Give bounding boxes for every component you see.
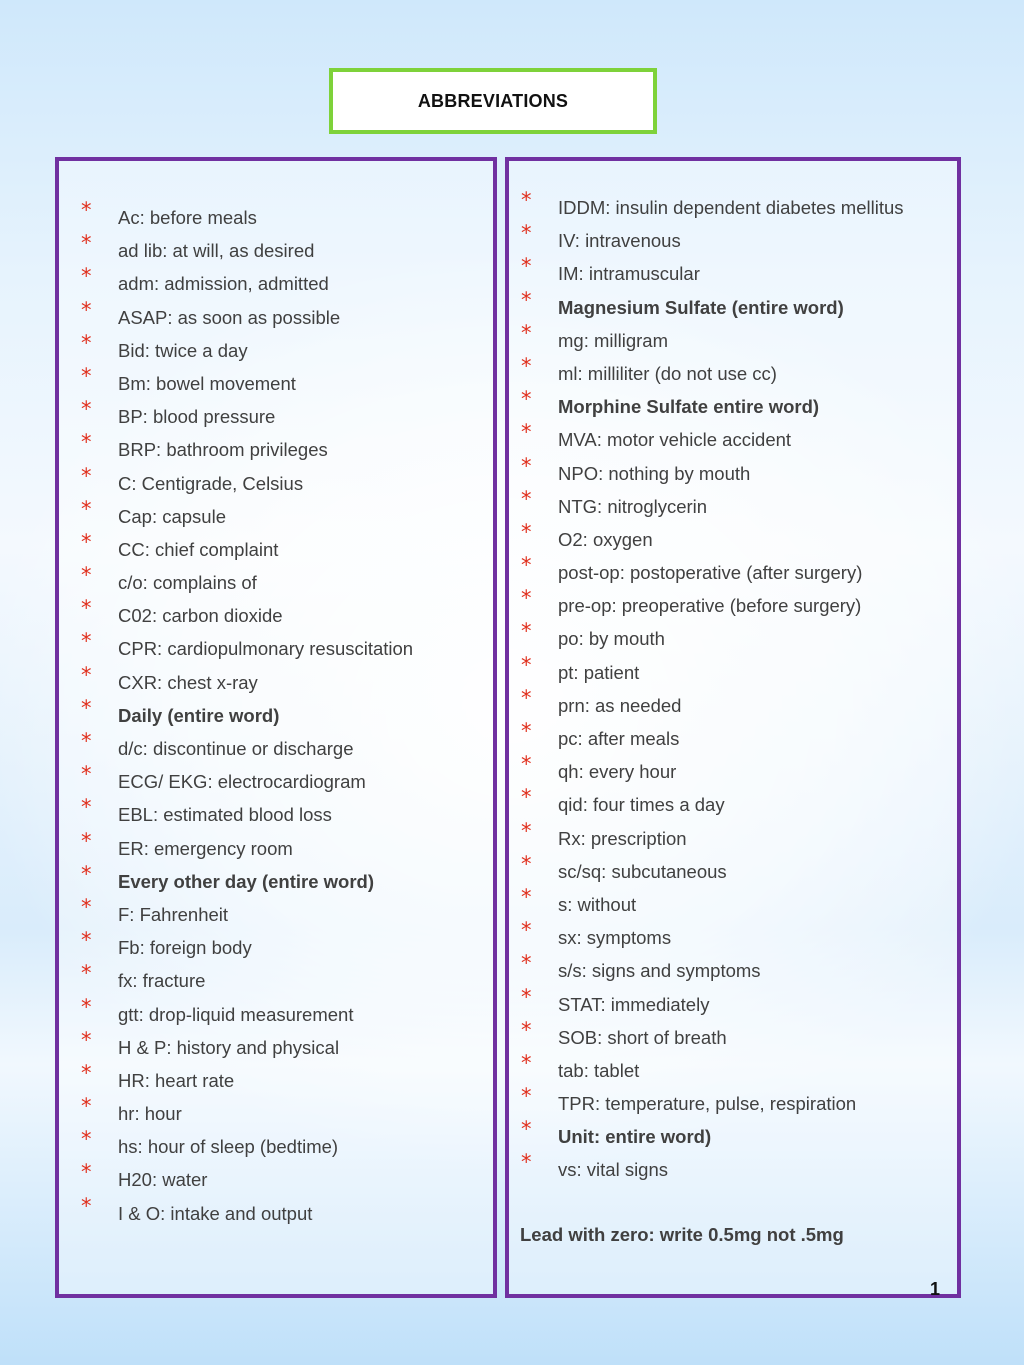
left-panel (55, 157, 497, 1298)
list-item (81, 1127, 413, 1163)
list-item (81, 363, 413, 400)
list-item (81, 563, 413, 599)
list-item (521, 188, 904, 224)
asterisk-bullet-icon: * (521, 851, 532, 876)
list-item (521, 1117, 904, 1153)
abbreviation-text: qid: four times a day (558, 794, 725, 816)
list-item (81, 795, 413, 831)
list-item (81, 894, 413, 931)
asterisk-bullet-icon: * (521, 752, 532, 777)
asterisk-bullet-icon: * (521, 586, 532, 611)
asterisk-bullet-icon: * (521, 453, 532, 478)
asterisk-bullet-icon: * (521, 519, 532, 544)
list-item (81, 297, 413, 334)
abbreviation-text: pc: after meals (558, 728, 680, 749)
list-item (521, 918, 904, 954)
list-item (521, 353, 904, 390)
abbreviation-text: ml: milliliter (do not use cc) (558, 362, 777, 384)
abbreviation-text: s/s: signs and symptoms (558, 960, 761, 982)
abbreviation-text: STAT: immediately (558, 993, 710, 1015)
asterisk-bullet-icon: * (81, 1127, 92, 1152)
abbreviation-text: O2: oxygen (558, 528, 653, 550)
list-item (521, 984, 904, 1021)
list-item (521, 586, 904, 622)
list-item (521, 652, 904, 689)
asterisk-bullet-icon: * (81, 861, 92, 886)
abbreviation-text: Every other day (entire word) (118, 870, 374, 892)
abbreviation-text: Bid: twice a day (118, 339, 248, 361)
list-item (521, 1050, 904, 1087)
list-item (81, 430, 413, 466)
asterisk-bullet-icon: * (521, 785, 532, 810)
asterisk-bullet-icon: * (521, 387, 532, 412)
list-item (521, 519, 904, 556)
list-item (81, 961, 413, 997)
asterisk-bullet-icon: * (521, 1050, 532, 1075)
asterisk-bullet-icon: * (521, 188, 532, 212)
asterisk-bullet-icon: * (521, 619, 532, 644)
list-item (81, 596, 413, 632)
abbreviation-text: ASAP: as soon as possible (118, 306, 341, 328)
abbreviation-text: Fb: foreign body (118, 937, 252, 959)
asterisk-bullet-icon: * (521, 918, 532, 943)
list-item (81, 198, 413, 234)
asterisk-bullet-icon: * (81, 1193, 92, 1218)
asterisk-bullet-icon: * (521, 951, 532, 976)
abbreviation-text: Rx: prescription (558, 827, 687, 849)
asterisk-bullet-icon: * (81, 529, 92, 554)
list-item (81, 828, 413, 865)
asterisk-bullet-icon: * (81, 363, 92, 388)
abbreviation-text: BP: blood pressure (118, 406, 276, 428)
list-item (521, 486, 904, 523)
asterisk-bullet-icon: * (521, 818, 532, 843)
lead-with-zero-note: Lead with zero: write 0.5mg not .5mg (520, 1224, 844, 1245)
list-item (81, 529, 413, 566)
abbreviation-text: vs: vital signs (558, 1159, 669, 1181)
asterisk-bullet-icon: * (521, 1117, 532, 1142)
list-item (521, 884, 904, 921)
abbreviation-text: SOB: short of breath (558, 1026, 727, 1048)
list-item (521, 619, 904, 655)
asterisk-bullet-icon: * (81, 729, 92, 753)
list-item (81, 629, 414, 665)
list-item (81, 1193, 413, 1230)
abbreviation-text: hs: hour of sleep (bedtime) (118, 1136, 339, 1158)
asterisk-bullet-icon: * (81, 894, 92, 919)
abbreviation-text: IDDM: insulin dependent diabetes mellitus (558, 197, 904, 218)
asterisk-bullet-icon: * (81, 1094, 92, 1119)
asterisk-bullet-icon: * (81, 563, 92, 588)
abbreviation-text: HR: heart rate (118, 1069, 235, 1091)
abbreviation-text: s: without (558, 893, 637, 915)
asterisk-bullet-icon: * (521, 685, 532, 710)
abbreviation-text: hr: hour (118, 1103, 182, 1125)
list-item (521, 420, 904, 456)
list-item (521, 818, 904, 855)
abbreviation-text: sx: symptoms (558, 927, 672, 949)
page-title: ABBREVIATIONS (417, 90, 569, 111)
asterisk-bullet-icon: * (521, 1150, 532, 1175)
abbreviation-text: C: Centigrade, Celsius (118, 472, 304, 494)
abbreviation-text: BRP: bathroom privileges (118, 439, 328, 461)
asterisk-bullet-icon: * (521, 486, 532, 511)
list-item (521, 951, 904, 987)
asterisk-bullet-icon: * (81, 463, 92, 488)
abbreviation-text: Unit: entire word) (558, 1126, 712, 1148)
page-number: 1 (929, 1279, 940, 1299)
asterisk-bullet-icon: * (521, 287, 532, 312)
list-item (81, 662, 413, 699)
asterisk-bullet-icon: * (81, 231, 92, 256)
asterisk-bullet-icon: * (521, 420, 532, 445)
abbreviation-text: gtt: drop-liquid measurement (118, 1003, 354, 1025)
abbreviation-text: MVA: motor vehicle accident (558, 429, 792, 451)
abbreviation-text: NTG: nitroglycerin (558, 495, 708, 517)
list-item (521, 221, 904, 257)
list-item (81, 695, 413, 732)
abbreviation-text: Cap: capsule (118, 505, 226, 527)
list-item (81, 1094, 413, 1130)
right-panel (505, 157, 961, 1298)
list-item (81, 496, 413, 533)
left-abbreviation-list (81, 198, 414, 1230)
list-item (81, 463, 413, 500)
list-item (81, 264, 413, 300)
abbreviation-text: tab: tablet (558, 1059, 640, 1081)
asterisk-bullet-icon: * (521, 884, 532, 909)
right-abbreviation-list (521, 188, 904, 1187)
asterisk-bullet-icon: * (81, 1060, 92, 1085)
list-item (521, 752, 904, 788)
asterisk-bullet-icon: * (81, 994, 92, 1019)
asterisk-bullet-icon: * (81, 662, 92, 687)
asterisk-bullet-icon: * (81, 198, 92, 222)
list-item (81, 928, 413, 964)
asterisk-bullet-icon: * (521, 984, 532, 1009)
list-item (81, 1060, 413, 1097)
abbreviation-text: NPO: nothing by mouth (558, 462, 751, 484)
list-item (521, 453, 904, 490)
asterisk-bullet-icon: * (81, 928, 92, 953)
abbreviation-text: TPR: temperature, pulse, respiration (558, 1093, 857, 1115)
asterisk-bullet-icon: * (81, 496, 92, 521)
abbreviation-text: Bm: bowel movement (118, 372, 296, 394)
abbreviation-text: ECG/ EKG: electrocardiogram (118, 771, 366, 793)
asterisk-bullet-icon: * (81, 264, 92, 289)
asterisk-bullet-icon: * (81, 397, 92, 422)
asterisk-bullet-icon: * (81, 430, 92, 455)
list-item (521, 785, 904, 821)
asterisk-bullet-icon: * (521, 719, 532, 743)
asterisk-bullet-icon: * (81, 795, 92, 820)
list-item (521, 287, 904, 324)
asterisk-bullet-icon: * (81, 330, 92, 355)
list-item (81, 762, 413, 798)
abbreviation-text: mg: milligram (558, 329, 668, 351)
list-item (521, 254, 904, 290)
asterisk-bullet-icon: * (81, 596, 92, 621)
asterisk-bullet-icon: * (81, 1027, 92, 1052)
asterisk-bullet-icon: * (81, 828, 92, 853)
abbreviation-text: prn: as needed (558, 694, 682, 716)
list-item (81, 994, 413, 1031)
abbreviation-text: adm: admission, admitted (118, 273, 329, 295)
list-item (521, 320, 904, 357)
abbreviation-text: Morphine Sulfate entire word) (558, 396, 820, 418)
abbreviation-text: ER: emergency room (118, 837, 293, 859)
abbreviation-text: qh: every hour (558, 761, 677, 783)
list-item (521, 387, 904, 423)
abbreviation-text: EBL: estimated blood loss (118, 804, 332, 826)
list-item (521, 719, 904, 755)
asterisk-bullet-icon: * (521, 1084, 532, 1109)
list-item (81, 861, 413, 898)
asterisk-bullet-icon: * (81, 629, 92, 654)
abbreviation-text: pt: patient (558, 661, 640, 683)
list-item (81, 1027, 413, 1064)
list-item (521, 553, 904, 589)
list-item (521, 1017, 904, 1054)
asterisk-bullet-icon: * (521, 652, 532, 677)
abbreviation-text: H & P: history and physical (118, 1036, 340, 1058)
asterisk-bullet-icon: * (521, 353, 532, 378)
abbreviation-text: CPR: cardiopulmonary resuscitation (118, 638, 414, 660)
abbreviation-text: sc/sq: subcutaneous (558, 860, 727, 882)
asterisk-bullet-icon: * (521, 254, 532, 279)
list-item (521, 1150, 904, 1186)
list-item (81, 231, 413, 267)
asterisk-bullet-icon: * (521, 553, 532, 578)
list-item (521, 851, 904, 888)
abbreviation-text: d/c: discontinue or discharge (118, 738, 354, 759)
list-item (81, 397, 413, 433)
abbreviation-text: F: Fahrenheit (118, 903, 229, 925)
list-item (521, 1084, 904, 1120)
asterisk-bullet-icon: * (81, 1160, 92, 1185)
asterisk-bullet-icon: * (81, 762, 92, 787)
abbreviation-text: Ac: before meals (118, 207, 257, 228)
abbreviation-text: H20: water (118, 1169, 208, 1191)
asterisk-bullet-icon: * (81, 961, 92, 986)
abbreviation-text: post-op: postoperative (after surgery) (558, 562, 863, 584)
abbreviation-text: pre-op: preoperative (before surgery) (558, 595, 862, 617)
abbreviation-text: CC: chief complaint (118, 538, 279, 560)
abbreviation-text: CXR: chest x-ray (118, 671, 258, 693)
abbreviation-text: Magnesium Sulfate (entire word) (558, 296, 844, 318)
abbreviation-text: po: by mouth (558, 628, 665, 650)
asterisk-bullet-icon: * (81, 695, 92, 720)
abbreviation-text: Daily (entire word) (118, 704, 280, 726)
asterisk-bullet-icon: * (81, 297, 92, 322)
abbreviation-text: IM: intramuscular (558, 263, 700, 285)
abbreviation-text: IV: intravenous (558, 230, 681, 252)
title-box (329, 68, 657, 134)
list-item (81, 1160, 413, 1196)
asterisk-bullet-icon: * (521, 320, 532, 345)
abbreviation-text: c/o: complains of (118, 572, 257, 594)
asterisk-bullet-icon: * (521, 1017, 532, 1042)
list-item (81, 330, 413, 367)
abbreviation-text: ad lib: at will, as desired (118, 240, 315, 262)
asterisk-bullet-icon: * (521, 221, 532, 246)
list-item (521, 685, 904, 722)
abbreviation-text: fx: fracture (118, 970, 206, 992)
list-item (81, 729, 413, 765)
abbreviation-text: I & O: intake and output (118, 1202, 313, 1224)
abbreviation-text: C02: carbon dioxide (118, 605, 283, 627)
